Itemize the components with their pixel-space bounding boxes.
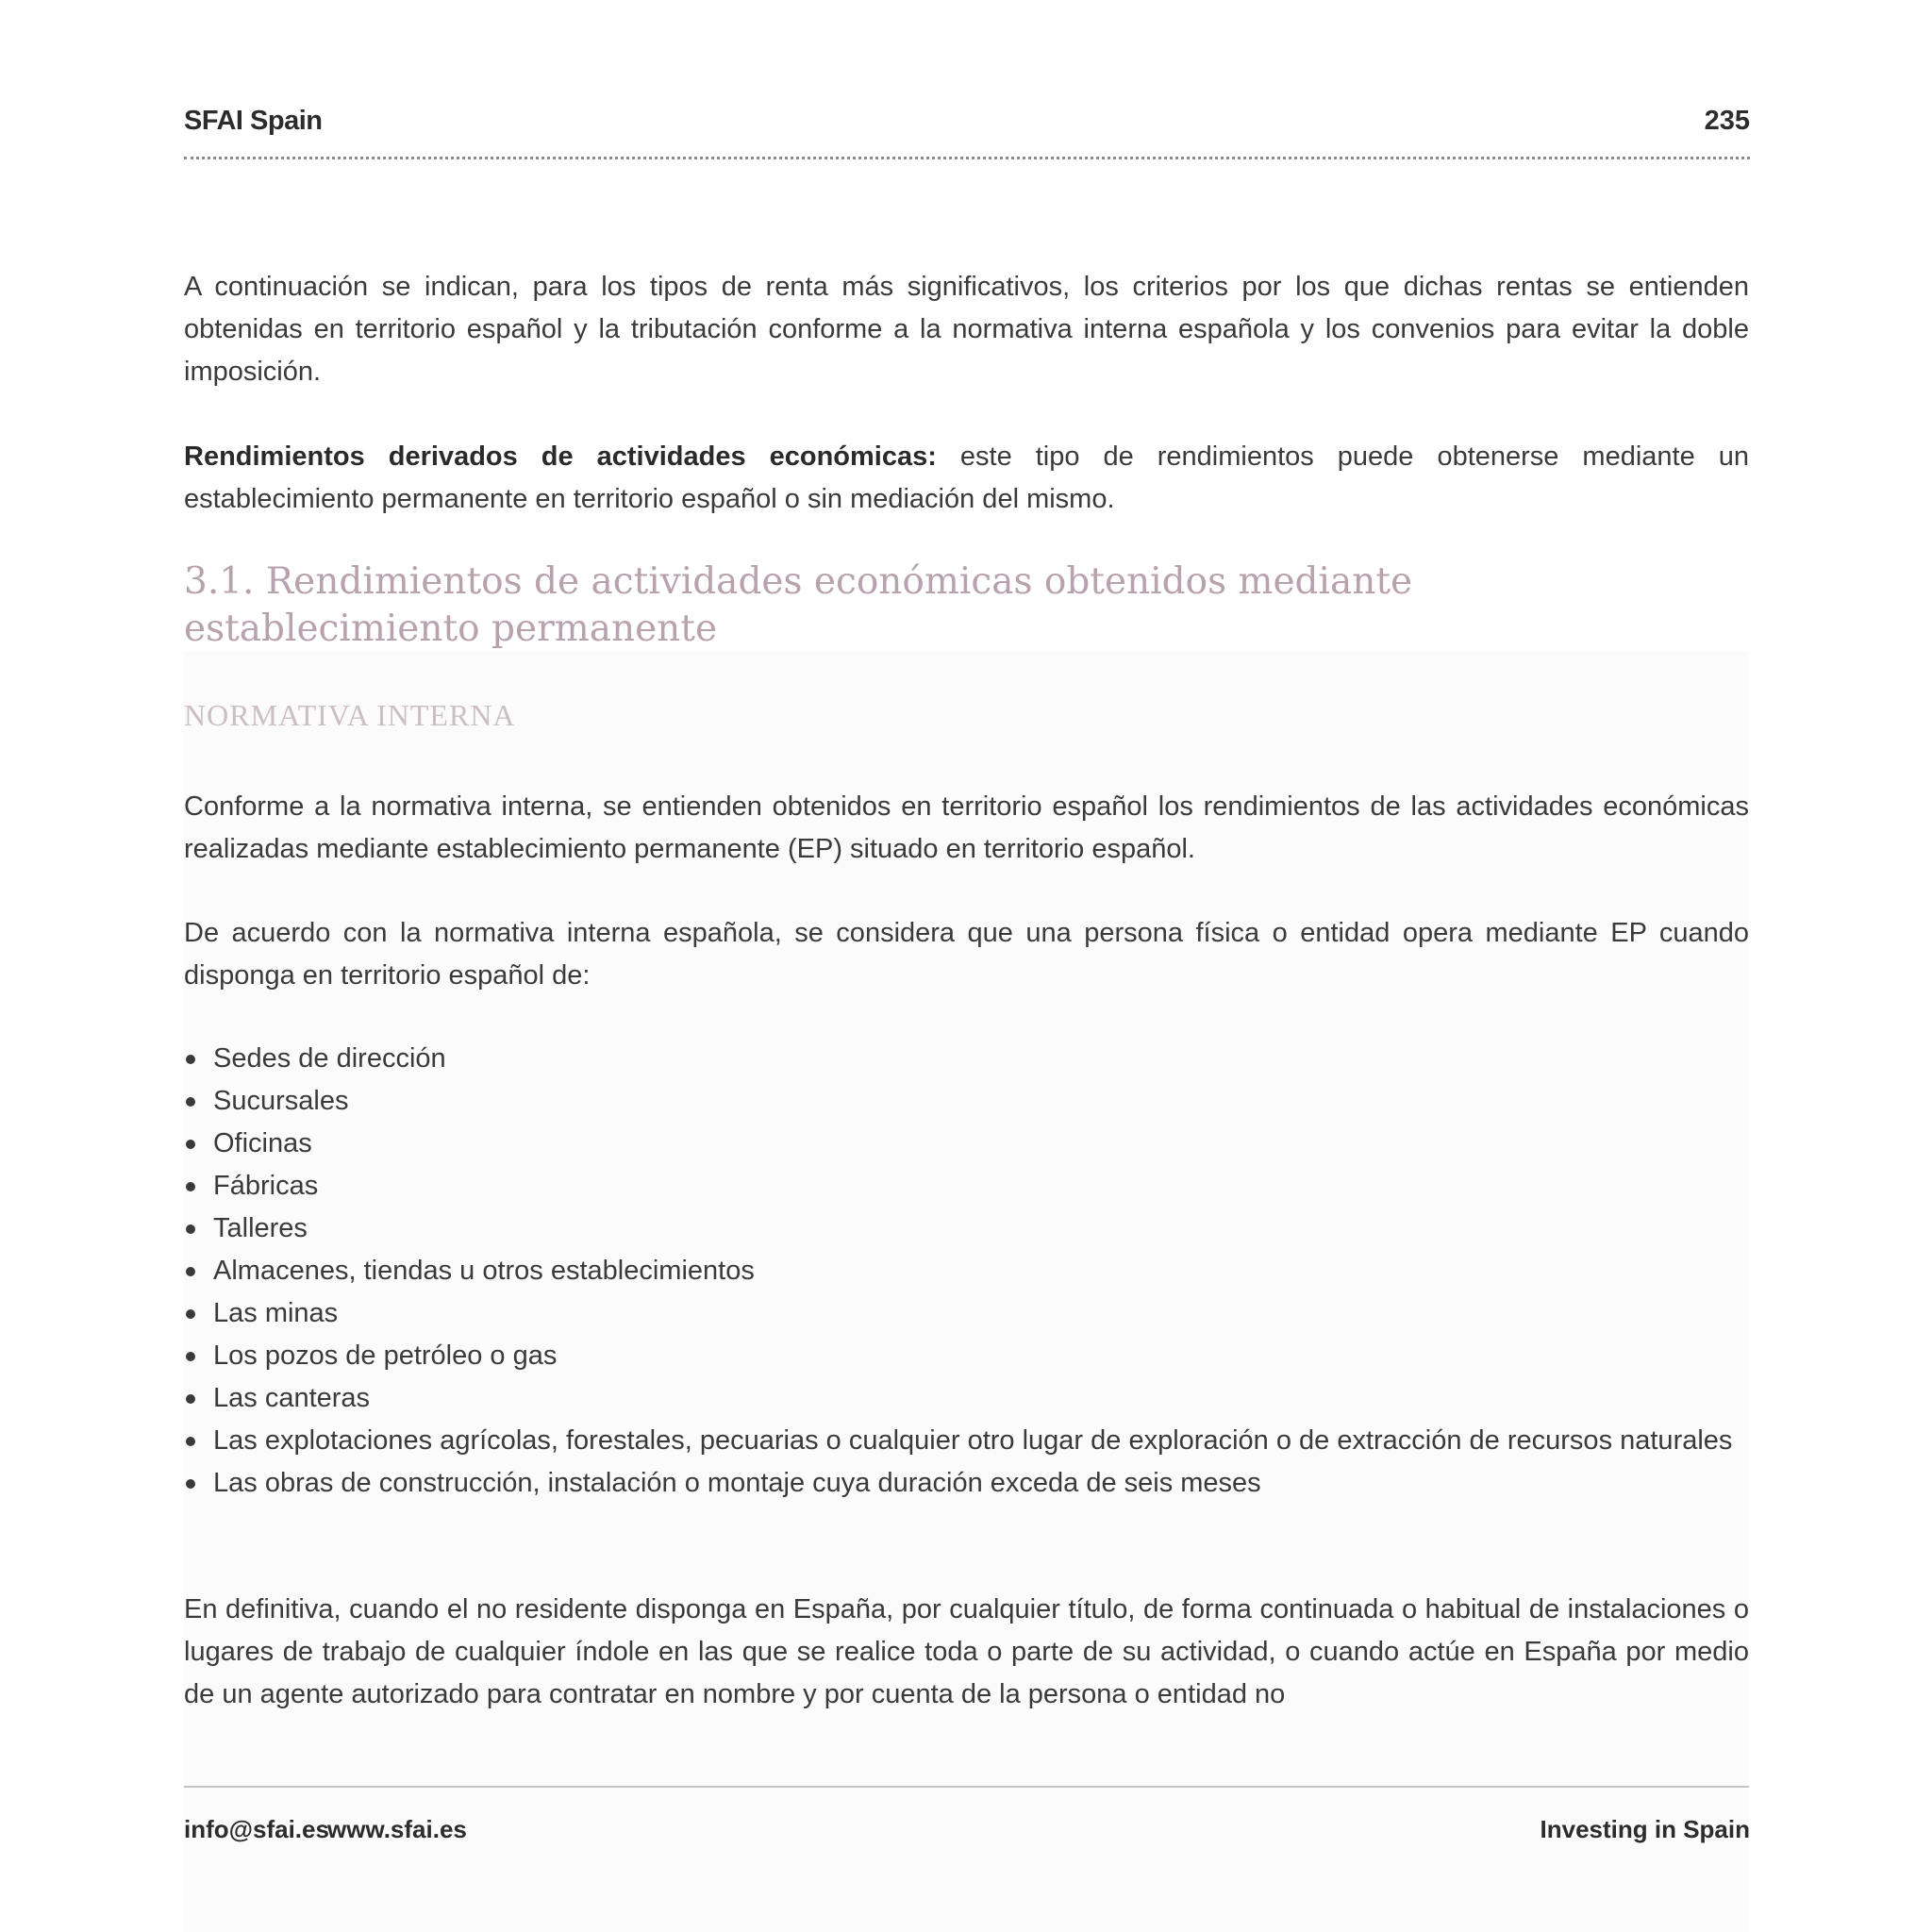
bullet-text: Las explotaciones agrícolas, forestales, pecuarias o cualquier otro lugar de exploración o de extracción de recursos naturales	[213, 1425, 1733, 1456]
bullet-dot-icon	[186, 1394, 195, 1404]
bullet-list	[184, 1038, 1749, 1505]
bullet-text: Talleres	[213, 1213, 308, 1243]
paragraph-3: En definitiva, cuando el no residente disponga en España, por cualquier título, de forma continuada o habitual de instalaciones o lugares de trabajo de cualquier índole en las que se realice toda o parte de su actividad, o cuando actúe en España por medio de un agente autorizado para contratar en nombre y por cuenta de la persona o entidad no	[184, 1594, 1749, 1709]
bullet-text: Sedes de dirección	[213, 1043, 446, 1074]
header-brand: SFAI Spain	[184, 106, 323, 136]
bullet-dot-icon	[186, 1309, 195, 1319]
bullet-dot-icon	[186, 1097, 195, 1107]
bullet-text: Oficinas	[213, 1128, 312, 1158]
activities-paragraph	[184, 436, 1749, 521]
bullet-text: Las minas	[213, 1298, 339, 1328]
bullet-text: Las canteras	[213, 1383, 371, 1413]
paragraph-1: Conforme a la normativa interna, se entienden obtenidos en territorio español los rendimientos de las actividades económicas realizadas mediante establecimiento permanente (EP) situado en territorio español.	[184, 791, 1749, 864]
bullet-text: Las obras de construcción, instalación o montaje cuya duración exceda de seis meses	[213, 1468, 1261, 1498]
page-number: 235	[1704, 106, 1750, 136]
bullet-text: Sucursales	[213, 1086, 349, 1116]
footer-website[interactable]: www.sfai.es	[327, 1815, 467, 1843]
section-heading	[184, 558, 1505, 653]
bullet-item	[184, 1080, 1749, 1123]
bullet-item	[184, 1038, 1749, 1080]
page-header	[184, 106, 1750, 145]
bullet-text: Almacenes, tiendas u otros establecimientos	[213, 1256, 755, 1286]
bullet-item	[184, 1420, 1749, 1462]
bullet-item	[184, 1335, 1749, 1377]
footer-email[interactable]: info@sfai.es	[184, 1815, 329, 1843]
header-divider	[184, 157, 1750, 159]
section-heading-line2: establecimiento permanente	[184, 608, 718, 650]
footer-divider	[184, 1786, 1749, 1788]
bullet-item	[184, 1377, 1749, 1420]
bullet-item	[184, 1165, 1749, 1208]
section-heading-line1: 3.1. Rendimientos de actividades económicas obtenidos mediante	[184, 560, 1413, 603]
bullet-dot-icon	[186, 1267, 195, 1276]
bullet-item	[184, 1208, 1749, 1250]
intro-paragraph: A continuación se indican, para los tipos de renta más significativos, los criterios por los que dichas rentas se entienden obtenidas en territorio español y la tributación conforme a la normativa interna española y los convenios para evitar la doble imposición.	[184, 272, 1749, 387]
subheading: NORMATIVA INTERNA	[184, 698, 516, 732]
bullet-dot-icon	[186, 1437, 195, 1446]
bullet-dot-icon	[186, 1140, 195, 1149]
activities-label: Rendimientos derivados de actividades económicas:	[184, 441, 937, 472]
bullet-text: Los pozos de petróleo o gas	[213, 1341, 558, 1371]
activities-text: este tipo de rendimientos puede obtenerse mediante un establecimiento permanente en territorio español o sin mediación del mismo.	[184, 441, 1750, 514]
bullet-item	[184, 1292, 1749, 1335]
paragraph-2: De acuerdo con la normativa interna española, se considera que una persona física o entidad opera mediante EP cuando disponga en territorio español de:	[184, 918, 1749, 991]
bullet-dot-icon	[186, 1182, 195, 1191]
footer-publication: Investing in Spain	[1540, 1815, 1750, 1843]
page-footer	[184, 1815, 1750, 1853]
bullet-item	[184, 1250, 1749, 1292]
bullet-dot-icon	[186, 1055, 195, 1064]
bullet-dot-icon	[186, 1224, 195, 1234]
bullet-text: Fábricas	[213, 1171, 319, 1201]
bullet-dot-icon	[186, 1352, 195, 1361]
bullet-item	[184, 1462, 1749, 1505]
bullet-item	[184, 1123, 1749, 1165]
bullet-dot-icon	[186, 1479, 195, 1489]
